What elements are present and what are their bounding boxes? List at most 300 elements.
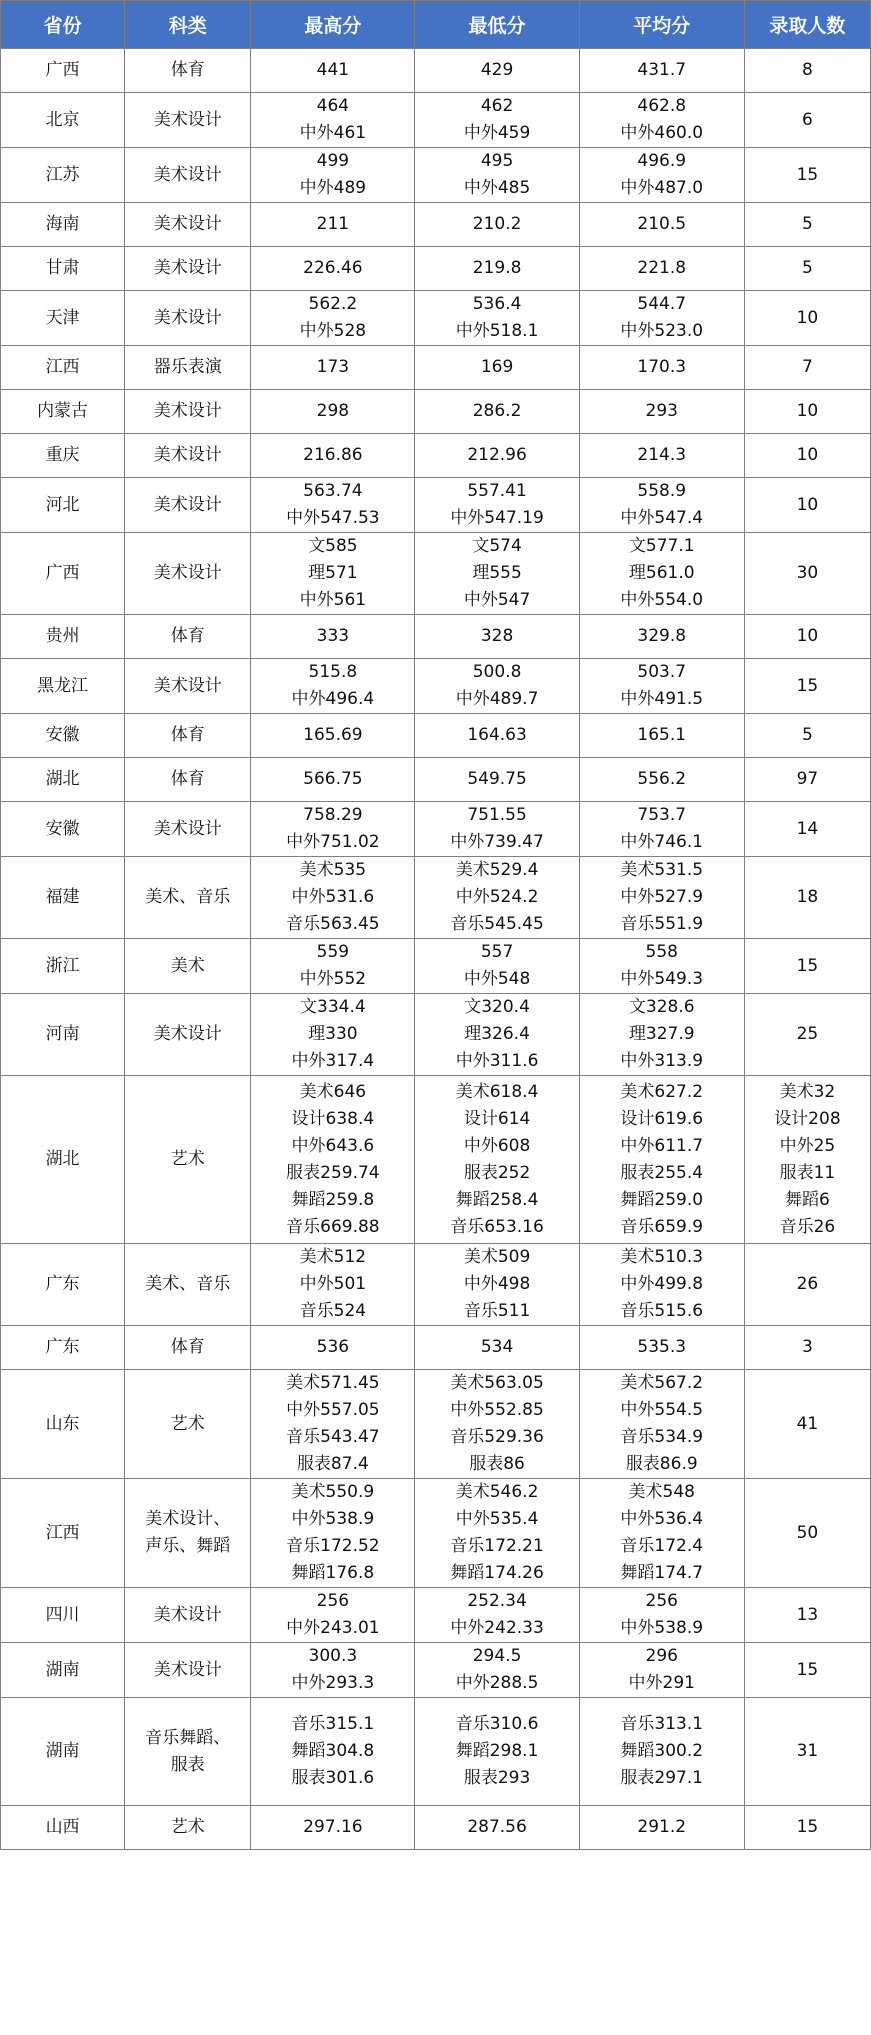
avg-score-line: 文328.6 xyxy=(628,997,695,1017)
admitted-count-cell xyxy=(744,758,870,802)
min-score-line: 美术618.4 xyxy=(455,1081,539,1102)
max-score-line: 515.8 xyxy=(308,662,358,682)
avg-score-cell xyxy=(579,1806,744,1850)
max-score-line: 理330 xyxy=(308,1024,358,1044)
admitted-count-cell xyxy=(744,1643,870,1698)
max-score-line: 美术535 xyxy=(299,860,367,880)
min-score-cell xyxy=(415,346,579,390)
admitted-count-cell xyxy=(744,1806,870,1850)
min-score-cell xyxy=(415,714,579,758)
min-score-cell xyxy=(415,203,579,247)
min-score-line: 美术563.05 xyxy=(450,1373,544,1393)
category-cell xyxy=(125,291,251,346)
avg-score-line: 中外523.0 xyxy=(620,321,704,341)
avg-score-line: 170.3 xyxy=(637,357,687,377)
category-cell xyxy=(125,659,251,714)
category-line: 美术设计 xyxy=(153,563,222,583)
avg-score-line: 美术548 xyxy=(628,1482,695,1502)
avg-score-line: 中外549.3 xyxy=(620,969,704,989)
province-cell: 广东 xyxy=(1,1326,125,1370)
admitted-count-cell xyxy=(744,1076,870,1244)
category-cell xyxy=(125,1370,251,1479)
admitted-count-cell xyxy=(744,148,870,203)
admitted-count-line: 41 xyxy=(796,1413,819,1434)
category-line: 美术设计 xyxy=(153,1024,222,1044)
category-line: 美术设计 xyxy=(153,1604,222,1625)
min-score-line: 中外547.19 xyxy=(450,508,544,528)
max-score-line: 中外531.6 xyxy=(291,887,375,907)
avg-score-line: 服表255.4 xyxy=(620,1162,704,1183)
table-row xyxy=(1,1076,871,1244)
max-score-cell xyxy=(251,1479,415,1588)
category-cell xyxy=(125,1244,251,1326)
avg-score-line: 设计619.6 xyxy=(620,1108,704,1129)
max-score-cell xyxy=(251,1806,415,1850)
admitted-count-cell xyxy=(744,346,870,390)
max-score-line: 中外501 xyxy=(299,1274,367,1294)
avg-score-cell xyxy=(579,857,744,939)
category-line: 美术设计 xyxy=(153,675,222,696)
province-cell: 天津 xyxy=(1,291,125,346)
category-cell xyxy=(125,1806,251,1850)
category-cell xyxy=(125,93,251,148)
max-score-cell xyxy=(251,291,415,346)
max-score-cell xyxy=(251,49,415,93)
avg-score-line: 美术567.2 xyxy=(620,1373,704,1393)
avg-score-line: 中外491.5 xyxy=(620,689,704,709)
avg-score-cell xyxy=(579,478,744,533)
min-score-line: 534 xyxy=(480,1337,514,1357)
max-score-line: 中外561 xyxy=(299,590,367,610)
max-score-cell xyxy=(251,1326,415,1370)
max-score-cell xyxy=(251,714,415,758)
min-score-cell xyxy=(415,758,579,802)
max-score-cell xyxy=(251,434,415,478)
avg-score-line: 舞蹈300.2 xyxy=(620,1741,704,1761)
category-line: 美术 xyxy=(170,955,205,976)
avg-score-line: 中外499.8 xyxy=(620,1274,704,1294)
category-cell xyxy=(125,758,251,802)
admitted-count-line: 10 xyxy=(796,445,819,465)
province-cell: 广西 xyxy=(1,533,125,615)
province-cell: 安徽 xyxy=(1,802,125,857)
min-score-cell xyxy=(415,1479,579,1588)
category-cell xyxy=(125,148,251,203)
min-score-cell xyxy=(415,802,579,857)
min-score-line: 文320.4 xyxy=(464,997,530,1017)
category-line: 美术设计 xyxy=(153,818,222,839)
category-cell xyxy=(125,1076,251,1244)
min-score-line: 495 xyxy=(480,151,514,171)
max-score-line: 333 xyxy=(316,626,350,646)
table-row xyxy=(1,247,871,291)
province-cell: 河北 xyxy=(1,478,125,533)
admitted-count-line: 15 xyxy=(796,1817,819,1837)
table-row xyxy=(1,203,871,247)
min-score-line: 中外524.2 xyxy=(455,887,539,907)
max-score-line: 562.2 xyxy=(308,294,358,314)
min-score-cell xyxy=(415,1244,579,1326)
min-score-cell xyxy=(415,93,579,148)
max-score-line: 中外552 xyxy=(299,969,367,989)
min-score-line: 287.56 xyxy=(467,1817,527,1837)
admitted-count-cell xyxy=(744,49,870,93)
max-score-line: 音乐524 xyxy=(299,1301,367,1321)
table-row xyxy=(1,659,871,714)
table-row xyxy=(1,478,871,533)
max-score-cell xyxy=(251,1698,415,1806)
category-line: 美术设计、 xyxy=(145,1509,231,1529)
admitted-count-cell xyxy=(744,802,870,857)
admitted-count-line: 50 xyxy=(796,1522,819,1543)
min-score-line: 219.8 xyxy=(472,258,522,278)
table-row xyxy=(1,939,871,994)
max-score-line: 服表301.6 xyxy=(291,1768,375,1788)
avg-score-line: 美术627.2 xyxy=(620,1081,704,1102)
max-score-line: 211 xyxy=(316,214,350,234)
max-score-line: 舞蹈259.8 xyxy=(291,1189,375,1210)
min-score-cell xyxy=(415,247,579,291)
avg-score-cell xyxy=(579,994,744,1076)
table-row xyxy=(1,615,871,659)
category-line: 美术设计 xyxy=(153,494,222,515)
min-score-line: 舞蹈298.1 xyxy=(455,1741,539,1761)
min-score-line: 中外288.5 xyxy=(455,1673,539,1693)
min-score-line: 210.2 xyxy=(472,214,522,234)
min-score-line: 557.41 xyxy=(467,481,527,501)
max-score-line: 300.3 xyxy=(308,1646,358,1666)
category-line: 美术设计 xyxy=(153,401,222,421)
avg-score-line: 文577.1 xyxy=(628,536,695,556)
avg-score-line: 221.8 xyxy=(637,258,687,278)
header-province: 省份 xyxy=(1,1,125,49)
table-row xyxy=(1,1643,871,1698)
admitted-count-line: 18 xyxy=(796,887,819,907)
category-line: 体育 xyxy=(170,769,205,789)
province-cell: 甘肃 xyxy=(1,247,125,291)
category-line: 艺术 xyxy=(170,1817,205,1837)
max-score-cell xyxy=(251,1076,415,1244)
admitted-count-cell xyxy=(744,1370,870,1479)
header-row xyxy=(1,1,871,49)
max-score-line: 563.74 xyxy=(303,481,363,501)
admitted-count-cell xyxy=(744,93,870,148)
avg-score-line: 服表297.1 xyxy=(620,1768,704,1788)
max-score-line: 中外547.53 xyxy=(286,508,380,528)
min-score-line: 中外311.6 xyxy=(455,1051,539,1071)
admitted-count-cell xyxy=(744,659,870,714)
table-row xyxy=(1,1326,871,1370)
min-score-line: 中外547 xyxy=(463,590,531,610)
avg-score-cell xyxy=(579,1326,744,1370)
admitted-count-line: 97 xyxy=(796,769,819,789)
category-line: 美术设计 xyxy=(153,258,222,278)
max-score-line: 中外751.02 xyxy=(286,832,380,852)
min-score-cell xyxy=(415,994,579,1076)
avg-score-cell xyxy=(579,1370,744,1479)
max-score-line: 音乐563.45 xyxy=(286,914,380,934)
max-score-line: 文585 xyxy=(308,536,358,556)
max-score-line: 256 xyxy=(316,1591,350,1611)
avg-score-line: 753.7 xyxy=(637,805,687,825)
max-score-cell xyxy=(251,203,415,247)
avg-score-line: 256 xyxy=(645,1591,678,1611)
admitted-count-line: 美术32 xyxy=(779,1081,836,1102)
avg-score-line: 音乐534.9 xyxy=(620,1427,704,1447)
avg-score-line: 558.9 xyxy=(637,481,687,501)
province-cell: 广西 xyxy=(1,49,125,93)
table-row xyxy=(1,533,871,615)
max-score-cell xyxy=(251,533,415,615)
max-score-line: 美术550.9 xyxy=(291,1482,375,1502)
category-line: 美术设计 xyxy=(153,307,222,328)
admitted-count-line: 6 xyxy=(802,109,813,130)
min-score-cell xyxy=(415,659,579,714)
category-cell xyxy=(125,994,251,1076)
admitted-count-line: 30 xyxy=(796,563,819,583)
province-cell: 安徽 xyxy=(1,714,125,758)
avg-score-line: 中外291 xyxy=(628,1673,695,1693)
avg-score-cell xyxy=(579,1698,744,1806)
min-score-line: 设计614 xyxy=(463,1108,531,1129)
avg-score-line: 音乐313.1 xyxy=(620,1714,704,1734)
max-score-line: 297.16 xyxy=(303,1817,363,1837)
avg-score-cell xyxy=(579,148,744,203)
admitted-count-line: 设计208 xyxy=(774,1108,841,1129)
avg-score-cell xyxy=(579,714,744,758)
category-cell xyxy=(125,857,251,939)
avg-score-cell xyxy=(579,758,744,802)
min-score-cell xyxy=(415,1806,579,1850)
admitted-count-line: 中外25 xyxy=(779,1135,836,1156)
category-cell xyxy=(125,714,251,758)
admitted-count-cell xyxy=(744,390,870,434)
admitted-count-cell xyxy=(744,1479,870,1588)
min-score-line: 中外518.1 xyxy=(455,321,539,341)
avg-score-line: 美术531.5 xyxy=(620,860,704,880)
admitted-count-cell xyxy=(744,615,870,659)
admitted-count-line: 15 xyxy=(796,1659,819,1680)
max-score-cell xyxy=(251,247,415,291)
max-score-cell xyxy=(251,1643,415,1698)
min-score-cell xyxy=(415,148,579,203)
avg-score-line: 中外547.4 xyxy=(620,508,704,528)
avg-score-line: 165.1 xyxy=(637,725,687,745)
admitted-count-line: 31 xyxy=(796,1741,819,1761)
max-score-line: 中外643.6 xyxy=(291,1135,375,1156)
avg-score-line: 中外554.0 xyxy=(620,590,704,610)
min-score-cell xyxy=(415,1698,579,1806)
min-score-cell xyxy=(415,857,579,939)
min-score-line: 252.34 xyxy=(467,1591,527,1611)
min-score-line: 音乐545.45 xyxy=(450,914,544,934)
avg-score-cell xyxy=(579,93,744,148)
province-cell: 湖北 xyxy=(1,1076,125,1244)
avg-score-line: 214.3 xyxy=(637,445,687,465)
admitted-count-line: 15 xyxy=(796,955,819,976)
admitted-count-cell xyxy=(744,247,870,291)
max-score-cell xyxy=(251,148,415,203)
avg-score-line: 音乐659.9 xyxy=(620,1216,704,1237)
max-score-line: 中外317.4 xyxy=(291,1051,375,1071)
avg-score-line: 理327.9 xyxy=(628,1024,695,1044)
max-score-line: 舞蹈304.8 xyxy=(291,1741,375,1761)
min-score-cell xyxy=(415,478,579,533)
admitted-count-cell xyxy=(744,994,870,1076)
max-score-cell xyxy=(251,802,415,857)
avg-score-line: 中外313.9 xyxy=(620,1051,704,1071)
admitted-count-line: 10 xyxy=(796,307,819,328)
admitted-count-line: 5 xyxy=(802,725,813,745)
max-score-line: 464 xyxy=(316,96,350,116)
min-score-line: 164.63 xyxy=(467,725,527,745)
category-cell xyxy=(125,390,251,434)
table-row xyxy=(1,49,871,93)
max-score-cell xyxy=(251,1244,415,1326)
category-cell xyxy=(125,533,251,615)
table-row xyxy=(1,434,871,478)
province-cell: 湖南 xyxy=(1,1643,125,1698)
max-score-cell xyxy=(251,390,415,434)
avg-score-cell xyxy=(579,346,744,390)
max-score-line: 音乐543.47 xyxy=(286,1427,380,1447)
max-score-line: 173 xyxy=(316,357,350,377)
max-score-line: 音乐315.1 xyxy=(291,1714,375,1734)
max-score-line: 音乐669.88 xyxy=(286,1216,380,1237)
min-score-line: 理555 xyxy=(472,563,522,583)
province-cell: 浙江 xyxy=(1,939,125,994)
table-row xyxy=(1,1588,871,1643)
max-score-cell xyxy=(251,478,415,533)
max-score-line: 舞蹈176.8 xyxy=(291,1563,375,1583)
min-score-line: 服表293 xyxy=(463,1768,531,1788)
category-line: 美术设计 xyxy=(153,214,222,234)
admitted-count-cell xyxy=(744,533,870,615)
category-cell xyxy=(125,615,251,659)
admitted-count-line: 10 xyxy=(796,401,819,421)
min-score-line: 462 xyxy=(480,96,514,116)
table-row xyxy=(1,802,871,857)
max-score-cell xyxy=(251,346,415,390)
avg-score-cell xyxy=(579,939,744,994)
province-cell: 广东 xyxy=(1,1244,125,1326)
min-score-line: 294.5 xyxy=(472,1646,522,1666)
header-max-score: 最高分 xyxy=(251,1,415,49)
avg-score-line: 理561.0 xyxy=(628,563,695,583)
avg-score-line: 293 xyxy=(645,401,678,421)
avg-score-line: 291.2 xyxy=(637,1817,687,1837)
min-score-cell xyxy=(415,1326,579,1370)
admitted-count-line: 5 xyxy=(802,214,813,234)
min-score-cell xyxy=(415,1076,579,1244)
category-cell xyxy=(125,247,251,291)
header-admitted-count: 录取人数 xyxy=(744,1,870,49)
province-cell: 河南 xyxy=(1,994,125,1076)
category-line: 美术设计 xyxy=(153,109,222,130)
admitted-count-cell xyxy=(744,1244,870,1326)
category-cell xyxy=(125,434,251,478)
province-cell: 四川 xyxy=(1,1588,125,1643)
category-cell xyxy=(125,1698,251,1806)
min-score-cell xyxy=(415,615,579,659)
min-score-line: 751.55 xyxy=(467,805,527,825)
admitted-count-line: 13 xyxy=(796,1604,819,1625)
max-score-line: 美术571.45 xyxy=(286,1373,380,1393)
admitted-count-line: 26 xyxy=(796,1274,819,1294)
min-score-line: 理326.4 xyxy=(464,1024,530,1044)
max-score-line: 理571 xyxy=(308,563,358,583)
admitted-count-cell xyxy=(744,1326,870,1370)
header-avg-score: 平均分 xyxy=(579,1,744,49)
table-row xyxy=(1,758,871,802)
header-category: 科类 xyxy=(125,1,251,49)
max-score-cell xyxy=(251,93,415,148)
province-cell: 福建 xyxy=(1,857,125,939)
avg-score-cell xyxy=(579,1643,744,1698)
min-score-line: 中外485 xyxy=(463,178,531,198)
max-score-line: 中外461 xyxy=(299,123,367,143)
admitted-count-cell xyxy=(744,939,870,994)
avg-score-cell xyxy=(579,615,744,659)
admitted-count-cell xyxy=(744,1698,870,1806)
category-line: 美术、音乐 xyxy=(145,887,231,907)
province-cell: 江西 xyxy=(1,346,125,390)
avg-score-cell xyxy=(579,49,744,93)
category-cell xyxy=(125,1479,251,1588)
avg-score-line: 296 xyxy=(645,1646,678,1666)
avg-score-line: 544.7 xyxy=(637,294,687,314)
max-score-line: 226.46 xyxy=(303,258,363,278)
category-line: 服表 xyxy=(170,1754,205,1775)
avg-score-cell xyxy=(579,1479,744,1588)
avg-score-line: 中外536.4 xyxy=(620,1509,704,1529)
min-score-line: 服表86 xyxy=(469,1454,525,1474)
avg-score-cell xyxy=(579,1588,744,1643)
admitted-count-cell xyxy=(744,291,870,346)
avg-score-line: 中外746.1 xyxy=(620,832,704,852)
table-row xyxy=(1,1698,871,1806)
min-score-line: 音乐653.16 xyxy=(450,1216,544,1237)
admitted-count-line: 7 xyxy=(802,357,813,377)
admitted-count-line: 舞蹈6 xyxy=(785,1189,830,1210)
admitted-count-line: 15 xyxy=(796,164,819,185)
province-cell: 内蒙古 xyxy=(1,390,125,434)
min-score-line: 服表252 xyxy=(463,1162,531,1183)
max-score-line: 中外528 xyxy=(299,321,367,341)
avg-score-line: 中外554.5 xyxy=(620,1400,704,1420)
min-score-line: 美术509 xyxy=(463,1247,531,1267)
category-cell xyxy=(125,346,251,390)
min-score-line: 429 xyxy=(480,60,514,80)
min-score-line: 中外608 xyxy=(463,1135,531,1156)
table-row xyxy=(1,148,871,203)
max-score-line: 758.29 xyxy=(303,805,363,825)
min-score-line: 中外548 xyxy=(463,969,531,989)
max-score-cell xyxy=(251,758,415,802)
avg-score-cell xyxy=(579,203,744,247)
min-score-line: 美术546.2 xyxy=(455,1482,539,1502)
avg-score-line: 462.8 xyxy=(637,96,687,116)
category-line: 美术设计 xyxy=(153,445,222,465)
min-score-line: 音乐511 xyxy=(463,1301,531,1321)
category-line: 美术、音乐 xyxy=(145,1274,231,1294)
min-score-line: 536.4 xyxy=(472,294,522,314)
avg-score-line: 舞蹈174.7 xyxy=(620,1563,704,1583)
min-score-line: 212.96 xyxy=(467,445,527,465)
category-line: 体育 xyxy=(170,626,205,646)
table-row xyxy=(1,1244,871,1326)
min-score-cell xyxy=(415,1643,579,1698)
